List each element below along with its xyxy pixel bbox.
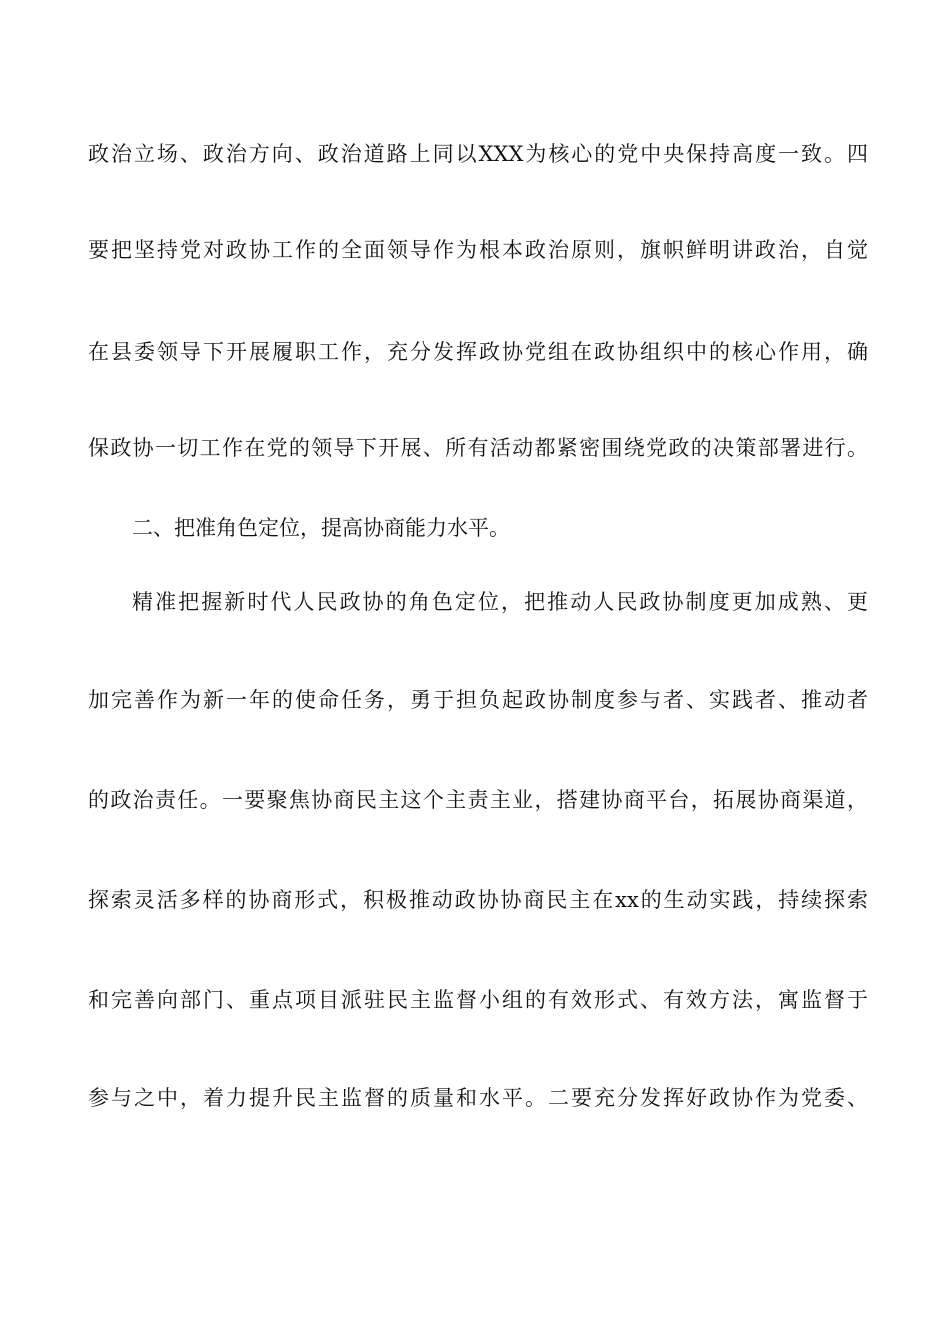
text-line-10: 和完善向部门、重点项目派驻民主监督小组的有效形式、有效方法，寓监督于 [88, 988, 868, 1012]
text-line-6: 精准把握新时代人民政协的角色定位，把推动人民政协制度更加成熟、更 [132, 590, 868, 614]
text-line-7: 加完善作为新一年的使命任务，勇于担负起政协制度参与者、实践者、推动者 [88, 688, 868, 712]
text-line-11: 参与之中，着力提升民主监督的质量和水平。二要充分发挥好政协作为党委、 [88, 1086, 868, 1110]
text-line-2: 要把坚持党对政协工作的全面领导作为根本政治原则，旗帜鲜明讲政治，自觉 [88, 238, 868, 262]
text-line-9: 探索灵活多样的协商形式，积极推动政协协商民主在xx的生动实践，持续探索 [88, 888, 868, 912]
text-line-1: 政治立场、政治方向、政治道路上同以XXX为核心的党中央保持高度一致。四 [88, 142, 868, 166]
text-line-8: 的政治责任。一要聚焦协商民主这个主责主业，搭建协商平台，拓展协商渠道， [88, 788, 868, 812]
text-line-3: 在县委领导下开展履职工作，充分发挥政协党组在政协组织中的核心作用，确 [88, 340, 868, 364]
text-line-4: 保政协一切工作在党的领导下开展、所有活动都紧密围绕党政的决策部署进行。 [88, 436, 868, 460]
section-heading: 二、把准角色定位，提高协商能力水平。 [132, 516, 510, 540]
